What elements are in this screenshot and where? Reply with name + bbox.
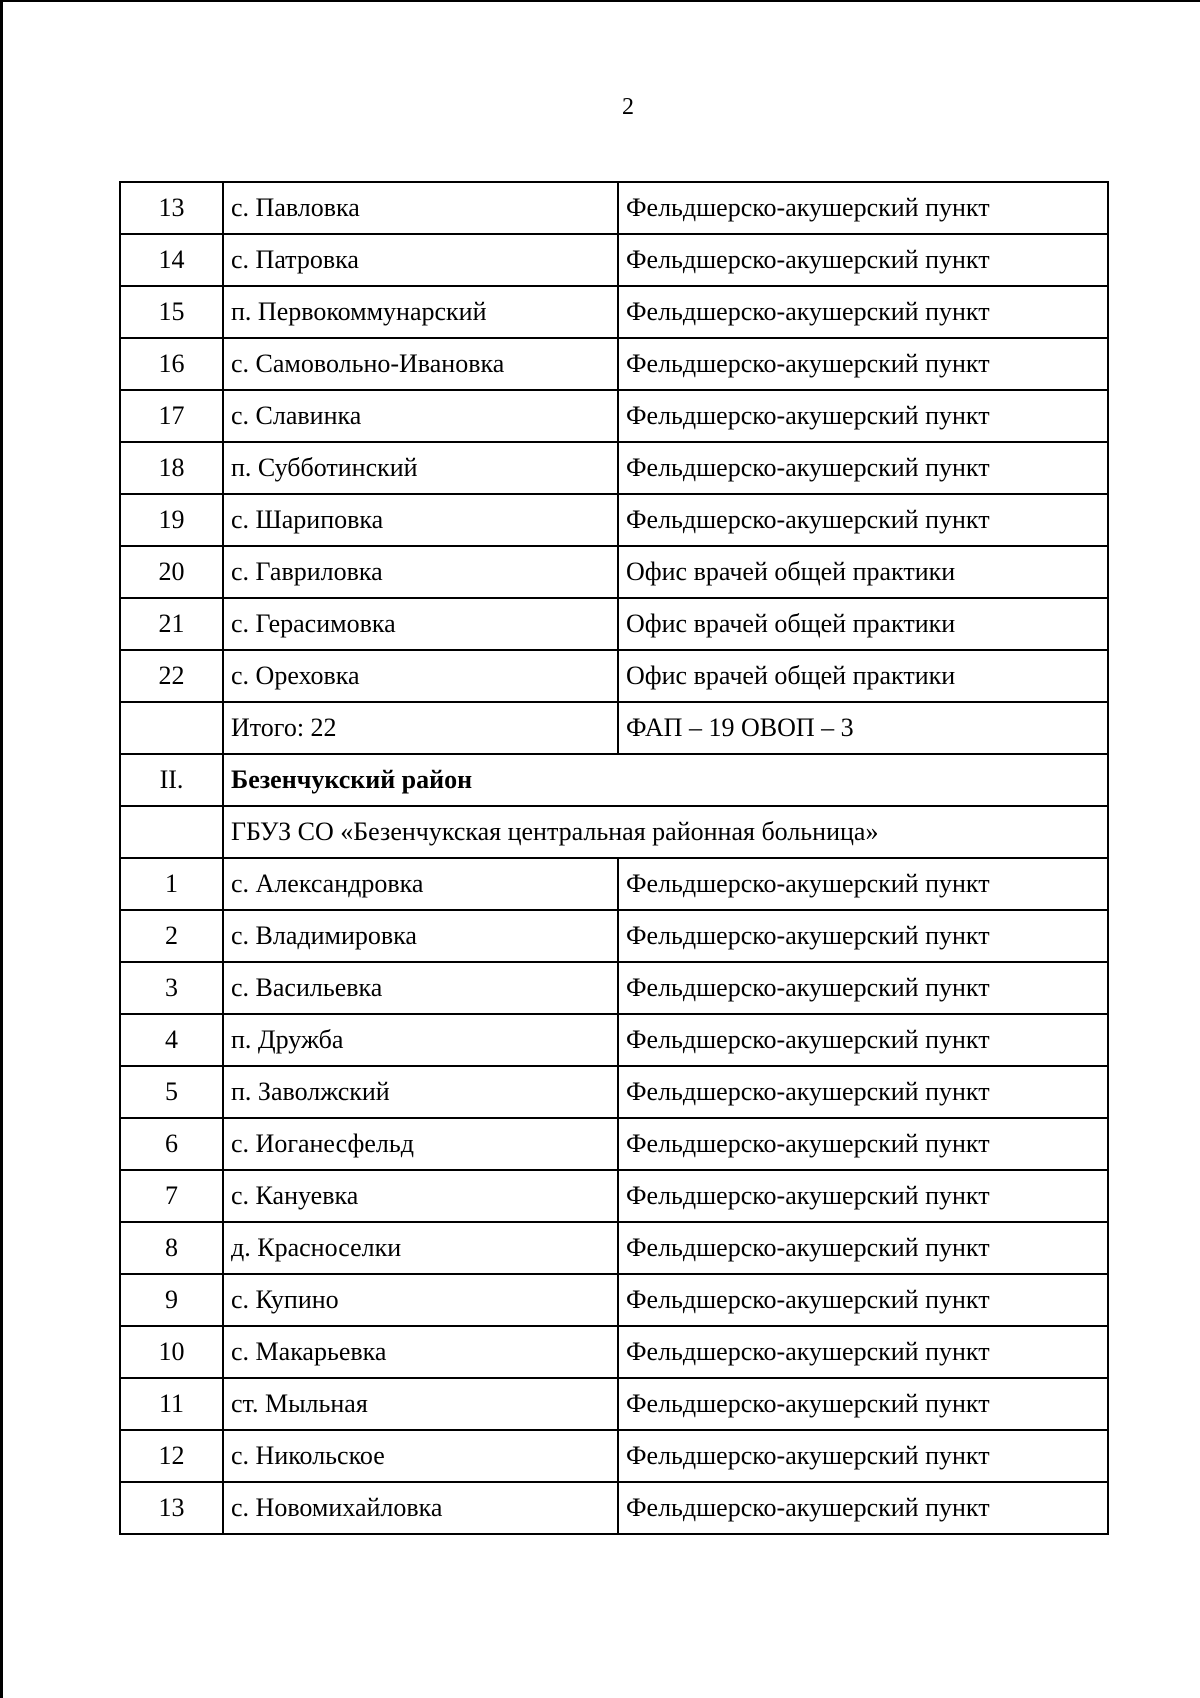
facility-type: Фельдшерско-акушерский пункт bbox=[618, 1118, 1108, 1170]
row-number: 7 bbox=[120, 1170, 223, 1222]
facility-type: Фельдшерско-акушерский пункт bbox=[618, 1326, 1108, 1378]
row-number: 13 bbox=[120, 182, 223, 234]
scan-border-left bbox=[0, 0, 3, 1698]
section-row bbox=[120, 754, 1108, 806]
table-row bbox=[120, 858, 1108, 910]
facility-type: Фельдшерско-акушерский пункт bbox=[618, 858, 1108, 910]
row-number: 3 bbox=[120, 962, 223, 1014]
settlement-name: п. Субботинский bbox=[223, 442, 618, 494]
settlement-name: с. Павловка bbox=[223, 182, 618, 234]
section-number: II. bbox=[120, 754, 223, 806]
settlement-name: с. Новомихайловка bbox=[223, 1482, 618, 1534]
row-number: 21 bbox=[120, 598, 223, 650]
row-number: 16 bbox=[120, 338, 223, 390]
settlement-name: п. Первокоммунарский bbox=[223, 286, 618, 338]
total-label: Итого: 22 bbox=[223, 702, 618, 754]
page-number: 2 bbox=[622, 94, 634, 120]
facility-type: Фельдшерско-акушерский пункт bbox=[618, 1378, 1108, 1430]
settlement-name: с. Купино bbox=[223, 1274, 618, 1326]
table-row bbox=[120, 494, 1108, 546]
row-number: 18 bbox=[120, 442, 223, 494]
table-row bbox=[120, 442, 1108, 494]
row-number: 4 bbox=[120, 1014, 223, 1066]
total-row bbox=[120, 702, 1108, 754]
settlement-name: с. Самовольно-Ивановка bbox=[223, 338, 618, 390]
row-number: 11 bbox=[120, 1378, 223, 1430]
facility-type: Фельдшерско-акушерский пункт bbox=[618, 234, 1108, 286]
table-row bbox=[120, 1274, 1108, 1326]
facility-type: Фельдшерско-акушерский пункт bbox=[618, 390, 1108, 442]
row-number: 6 bbox=[120, 1118, 223, 1170]
facility-type: Фельдшерско-акушерский пункт bbox=[618, 182, 1108, 234]
settlement-name: с. Герасимовка bbox=[223, 598, 618, 650]
facility-type: Фельдшерско-акушерский пункт bbox=[618, 1482, 1108, 1534]
table-row bbox=[120, 1378, 1108, 1430]
settlement-name: с. Гавриловка bbox=[223, 546, 618, 598]
settlement-name: п. Заволжский bbox=[223, 1066, 618, 1118]
row-number: 2 bbox=[120, 910, 223, 962]
table-row bbox=[120, 286, 1108, 338]
scan-border-top bbox=[0, 0, 1200, 2]
facility-type: Фельдшерско-акушерский пункт bbox=[618, 1066, 1108, 1118]
facility-type: Фельдшерско-акушерский пункт bbox=[618, 1430, 1108, 1482]
settlement-name: д. Красноселки bbox=[223, 1222, 618, 1274]
table-row bbox=[120, 1222, 1108, 1274]
facility-type: Фельдшерско-акушерский пункт bbox=[618, 442, 1108, 494]
facility-type: Офис врачей общей практики bbox=[618, 546, 1108, 598]
table-row bbox=[120, 962, 1108, 1014]
facility-type: Фельдшерско-акушерский пункт bbox=[618, 1014, 1108, 1066]
table-row bbox=[120, 234, 1108, 286]
table-row bbox=[120, 650, 1108, 702]
table-row bbox=[120, 390, 1108, 442]
facility-type: Офис врачей общей практики bbox=[618, 650, 1108, 702]
table-row bbox=[120, 1014, 1108, 1066]
settlement-name: с. Никольское bbox=[223, 1430, 618, 1482]
table-row bbox=[120, 910, 1108, 962]
table-row bbox=[120, 1170, 1108, 1222]
facilities-table bbox=[119, 181, 1109, 1535]
settlement-name: с. Владимировка bbox=[223, 910, 618, 962]
row-number: 1 bbox=[120, 858, 223, 910]
facility-type: Фельдшерско-акушерский пункт bbox=[618, 338, 1108, 390]
settlement-name: с. Александровка bbox=[223, 858, 618, 910]
table-row bbox=[120, 338, 1108, 390]
row-number: 15 bbox=[120, 286, 223, 338]
facility-type: Фельдшерско-акушерский пункт bbox=[618, 286, 1108, 338]
institution-row bbox=[120, 806, 1108, 858]
summary-and-section bbox=[120, 702, 1108, 858]
table-row bbox=[120, 182, 1108, 234]
facility-type: Фельдшерско-акушерский пункт bbox=[618, 1170, 1108, 1222]
row-number: 19 bbox=[120, 494, 223, 546]
row-number: 9 bbox=[120, 1274, 223, 1326]
row-number: 12 bbox=[120, 1430, 223, 1482]
settlement-name: с. Ореховка bbox=[223, 650, 618, 702]
facility-type: Фельдшерско-акушерский пункт bbox=[618, 1222, 1108, 1274]
row-number: 5 bbox=[120, 1066, 223, 1118]
institution-number bbox=[120, 806, 223, 858]
settlement-name: с. Иоганесфельд bbox=[223, 1118, 618, 1170]
table-row bbox=[120, 1482, 1108, 1534]
row-number: 8 bbox=[120, 1222, 223, 1274]
row-number: 22 bbox=[120, 650, 223, 702]
settlement-name: с. Кануевка bbox=[223, 1170, 618, 1222]
table-row bbox=[120, 1326, 1108, 1378]
row-number: 20 bbox=[120, 546, 223, 598]
facility-type: Фельдшерско-акушерский пункт bbox=[618, 494, 1108, 546]
rows-part1 bbox=[120, 182, 1108, 702]
settlement-name: с. Славинка bbox=[223, 390, 618, 442]
institution-name: ГБУЗ СО «Безенчукская центральная районная больница» bbox=[223, 806, 1108, 858]
settlement-name: с. Макарьевка bbox=[223, 1326, 618, 1378]
rows-part2 bbox=[120, 858, 1108, 1534]
table-row bbox=[120, 1066, 1108, 1118]
table-row bbox=[120, 1118, 1108, 1170]
row-number: 10 bbox=[120, 1326, 223, 1378]
section-title: Безенчукский район bbox=[223, 754, 1108, 806]
total-number bbox=[120, 702, 223, 754]
row-number: 13 bbox=[120, 1482, 223, 1534]
row-number: 14 bbox=[120, 234, 223, 286]
facility-type: Офис врачей общей практики bbox=[618, 598, 1108, 650]
facility-type: Фельдшерско-акушерский пункт bbox=[618, 910, 1108, 962]
table-row bbox=[120, 598, 1108, 650]
settlement-name: п. Дружба bbox=[223, 1014, 618, 1066]
table-row bbox=[120, 1430, 1108, 1482]
facility-type: Фельдшерско-акушерский пункт bbox=[618, 1274, 1108, 1326]
table-row bbox=[120, 546, 1108, 598]
facility-type: Фельдшерско-акушерский пункт bbox=[618, 962, 1108, 1014]
settlement-name: ст. Мыльная bbox=[223, 1378, 618, 1430]
settlement-name: с. Шариповка bbox=[223, 494, 618, 546]
settlement-name: с. Васильевка bbox=[223, 962, 618, 1014]
total-breakdown: ФАП – 19 ОВОП – 3 bbox=[618, 702, 1108, 754]
settlement-name: с. Патровка bbox=[223, 234, 618, 286]
row-number: 17 bbox=[120, 390, 223, 442]
